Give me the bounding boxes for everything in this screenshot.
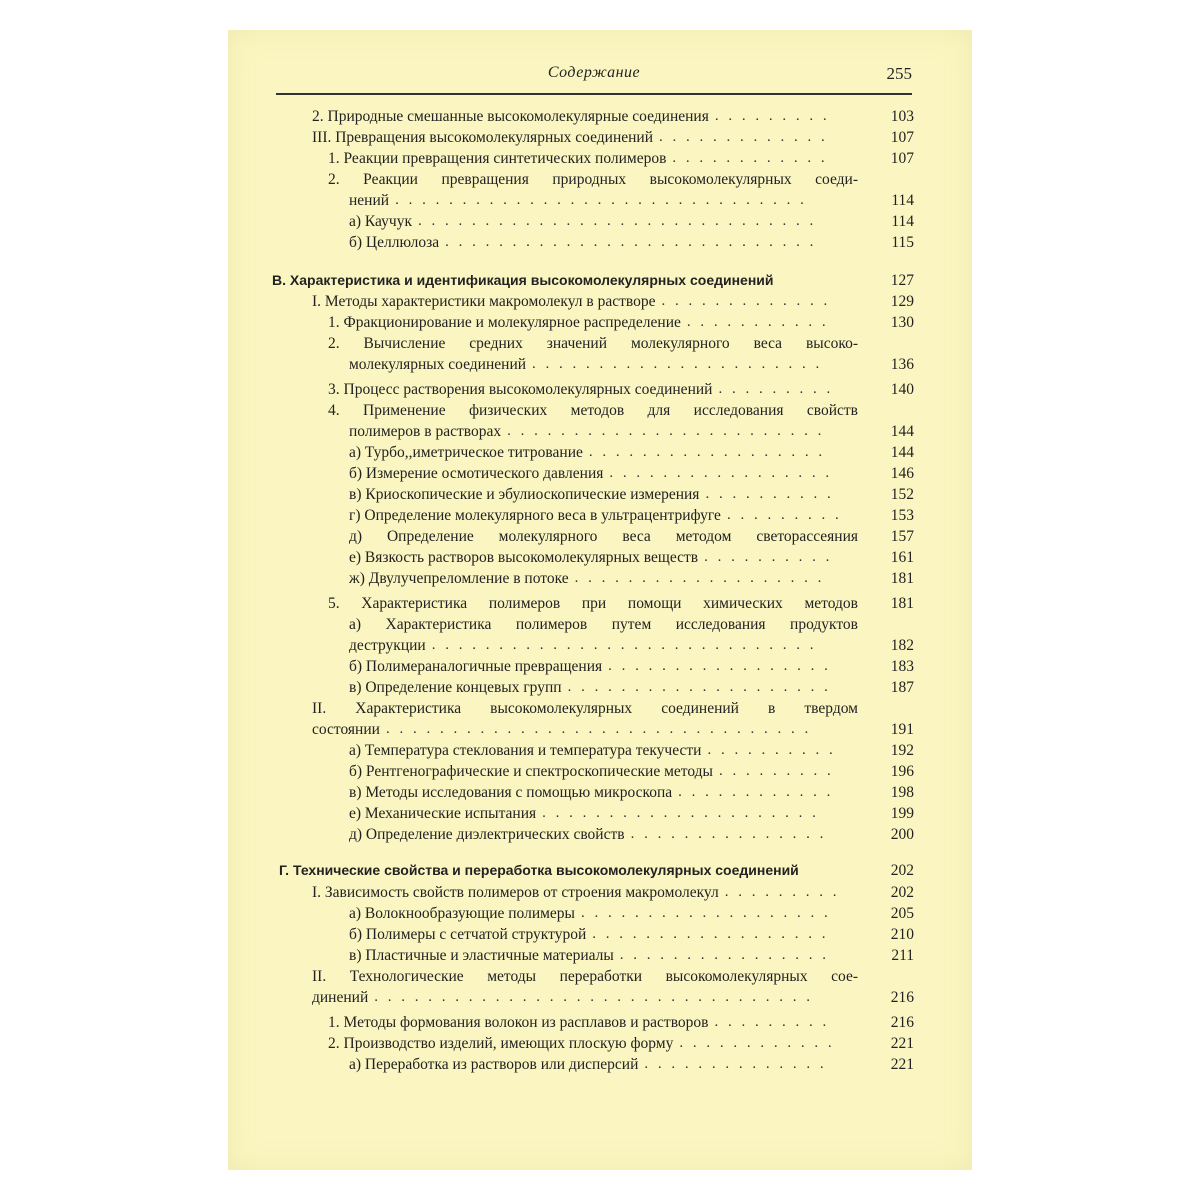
toc-section-heading: [279, 860, 914, 881]
toc-entry: [349, 677, 914, 698]
toc-page-number: 202: [890, 884, 914, 901]
toc-entry: [328, 333, 914, 354]
toc-entry: [349, 354, 914, 375]
toc-entry: [312, 987, 914, 1008]
dot-leader: . . . . . . . . . . . . . . . . . . .: [580, 905, 828, 921]
toc-entry: [328, 169, 914, 190]
toc-entry: [328, 312, 914, 333]
toc-entry-title: в) Методы исследования с помощью микроскопа: [349, 784, 673, 801]
dot-leader: . . . . . . . . . . .: [686, 314, 826, 330]
toc-page-number: 146: [890, 465, 914, 482]
toc-page-number: 198: [890, 784, 914, 801]
toc-entry-title: Г. Технические свойства и переработка высокомолекулярных соединений: [279, 862, 799, 878]
dot-leader: . . . . . . . . . .: [707, 742, 833, 758]
header-title: Содержание: [547, 64, 641, 81]
toc-entry: [349, 945, 914, 966]
toc-entry: [349, 421, 914, 442]
toc-entry-title: I. Методы характеристики макромолекул в растворе: [312, 293, 656, 310]
toc-entry: [349, 547, 914, 568]
toc-page-number: 205: [890, 905, 914, 922]
toc-entry-title: деструкции: [349, 637, 426, 654]
dot-leader: . . . . . . . . . . . . . . . . . . . . .: [542, 805, 816, 821]
toc-entry-title: в) Определение концевых групп: [349, 679, 562, 696]
dot-leader: . . . . . . . . . . . . . . . . . .: [588, 444, 823, 460]
toc-entry: [312, 882, 914, 903]
toc-page-number: 114: [891, 192, 914, 209]
toc-entry: [349, 782, 914, 803]
toc-entry: [349, 211, 914, 232]
dot-leader: . . . . . . . . . . . . . . . .: [619, 947, 827, 963]
toc-entry: [349, 635, 914, 656]
dot-leader: . . . . . . . . .: [724, 884, 837, 900]
toc-entry-title: в) Криоскопические и эбулиоскопические измерения: [349, 486, 700, 503]
toc-entry-title: а) Температура стеклования и температура текучести: [349, 742, 702, 759]
toc-entry-title: ж) Двулучепреломление в потоке: [349, 570, 569, 587]
toc-entry: [312, 127, 914, 148]
toc-section-heading: [272, 270, 914, 291]
toc-page-number: 129: [890, 293, 914, 310]
toc-page-number: 107: [890, 129, 914, 146]
toc-page-number: 127: [890, 272, 914, 289]
dot-leader: . . . . . . . . . . . . . . . . . . . . . . . .: [507, 423, 822, 439]
toc-entry-title: 1. Фракционирование и молекулярное распределение: [328, 314, 681, 331]
toc-entry-title: II. Характеристика высокомолекулярных соединений в твердом: [312, 700, 858, 717]
toc-entry: [349, 761, 914, 782]
toc-page-number: 221: [890, 1035, 914, 1052]
toc-entry-title: 2. Производство изделий, имеющих плоскую форму: [328, 1035, 674, 1052]
dot-leader: . . . . . . . . . . . . . . . . .: [609, 465, 830, 481]
toc-page-number: 152: [890, 486, 914, 503]
dot-leader: . . . . . . . . . . . . . . . . . . . . . . . . . . . .: [445, 234, 814, 250]
dot-leader: . . . . . . . . .: [714, 108, 827, 124]
dot-leader: . . . . . . . . . . . . . . . . . . . . . . . . . . . . .: [431, 637, 814, 653]
dot-leader: . . . . . . . . . . . . . . . . . . . .: [567, 679, 828, 695]
dot-leader: . . . . . . . . . . . .: [672, 150, 825, 166]
toc-entry-title: состоянии: [312, 721, 380, 738]
toc-page-number: 107: [890, 150, 914, 167]
toc-page-number: 157: [890, 528, 914, 545]
dot-leader: . . . . . . . . . .: [704, 549, 830, 565]
dot-leader: . . . . . . . . . . . .: [679, 1035, 832, 1051]
toc-page-number: 221: [890, 1056, 914, 1073]
toc-entry-title: г) Определение молекулярного веса в ультрацентрифуге: [349, 507, 721, 524]
toc-entry: [328, 379, 914, 400]
toc-entry: [349, 505, 914, 526]
toc-entry: [349, 442, 914, 463]
dot-leader: . . . . . . . . .: [714, 1014, 827, 1030]
toc-entry-title: б) Рентгенографические и спектроскопические методы: [349, 763, 713, 780]
toc-page-number: 114: [891, 213, 914, 230]
toc-entry: [349, 232, 914, 253]
toc-page-number: 103: [890, 108, 914, 125]
toc-entry: [328, 148, 914, 169]
dot-leader: . . . . . . . . . . . . . . . . .: [608, 658, 828, 674]
toc-entry-title: 1. Методы формования волокон из расплавов и растворов: [328, 1014, 709, 1031]
dot-leader: . . . . . . . . . .: [705, 486, 831, 502]
toc-entry-title: II. Технологические методы переработки высокомолекулярных сое-: [312, 968, 858, 985]
toc-entry: [312, 698, 914, 719]
toc-entry-title: а) Характеристика полимеров путем исследования продуктов: [349, 616, 858, 633]
toc-page-number: 187: [890, 679, 914, 696]
dot-leader: . . . . . . . . . . . . . . .: [630, 826, 824, 842]
toc-entry-title: 5. Характеристика полимеров при помощи химических методов: [328, 595, 858, 612]
toc-entry-title: е) Вязкость растворов высокомолекулярных веществ: [349, 549, 699, 566]
dot-leader: . . . . . . . . . . . . . . . . . . . . . .: [532, 356, 820, 372]
toc-entry-title: динений: [312, 989, 369, 1006]
toc-page-number: 144: [890, 423, 914, 440]
dot-leader: . . . . . . . . . . . . . .: [644, 1056, 824, 1072]
toc-entry: [349, 656, 914, 677]
toc-page-number: 144: [890, 444, 914, 461]
toc-entry-title: 3. Процесс растворения высокомолекулярных соединений: [328, 381, 713, 398]
toc-page-number: 216: [890, 989, 914, 1006]
toc-entry: [349, 463, 914, 484]
toc-entry-title: 4. Применение физических методов для исследования свойств: [328, 402, 858, 419]
toc-entry-title: В. Характеристика и идентификация высокомолекулярных соединений: [272, 272, 774, 288]
dot-leader: . . . . . . . . . . . .: [678, 784, 831, 800]
toc-entry: [349, 526, 914, 547]
toc-page-number: 136: [890, 356, 914, 373]
toc-entry: [349, 803, 914, 824]
toc-entry: [349, 614, 914, 635]
dot-leader: . . . . . . . . . . . . . . . . . . . . . . . . . . . . . . . .: [385, 721, 809, 737]
toc-entry: [349, 824, 914, 845]
toc-entry-title: 2. Вычисление средних значений молекулярного веса высоко-: [328, 335, 858, 352]
toc-page-number: 202: [890, 862, 914, 879]
toc-page-number: 181: [890, 595, 914, 612]
toc-entry-title: б) Измерение осмотического давления: [349, 465, 604, 482]
toc-entry: [312, 719, 914, 740]
toc-page-number: 199: [890, 805, 914, 822]
dot-leader: . . . . . . . . . . . . . . . . . .: [592, 926, 826, 942]
toc-entry: [349, 903, 914, 924]
toc-page-number: 210: [890, 926, 914, 943]
toc-entry-title: а) Волокнообразующие полимеры: [349, 905, 575, 922]
toc-entry-title: б) Полимеры с сетчатой структурой: [349, 926, 587, 943]
toc-entry-title: полимеров в растворах: [349, 423, 502, 440]
toc-page-number: 196: [890, 763, 914, 780]
dot-leader: . . . . . . . . .: [726, 507, 839, 523]
toc-entry-title: I. Зависимость свойств полимеров от строения макромолекул: [312, 884, 719, 901]
toc-entry-title: д) Определение диэлектрических свойств: [349, 826, 625, 843]
dot-leader: . . . . . . . . . . . . . . . . . . . . . . . . . . . . . . . . .: [374, 989, 810, 1005]
toc-entry: [328, 1033, 914, 1054]
header-page-number: 255: [886, 64, 912, 83]
toc-page-number: 216: [890, 1014, 914, 1031]
toc-entry: [349, 484, 914, 505]
dot-leader: . . . . . . . . .: [718, 763, 831, 779]
dot-leader: . . . . . . . . . . . . . . . . . . .: [574, 570, 822, 586]
dot-leader: . . . . . . . . . . . . .: [661, 293, 828, 309]
toc-entry-title: нений: [349, 192, 390, 209]
toc-entry: [312, 291, 914, 312]
toc-entry-title: 2. Природные смешанные высокомолекулярные соединения: [312, 108, 709, 125]
toc-page-number: 161: [890, 549, 914, 566]
toc-page-number: 211: [891, 947, 914, 964]
dot-leader: . . . . . . . . .: [718, 381, 831, 397]
toc-entry: [349, 924, 914, 945]
toc-entry: [349, 568, 914, 589]
toc-page-number: 140: [890, 381, 914, 398]
toc-entry-title: а) Турбо,,иметрическое титрование: [349, 444, 583, 461]
toc-entry: [312, 106, 914, 127]
toc-entry: [328, 593, 914, 614]
dot-leader: . . . . . . . . . . . . .: [659, 129, 825, 145]
toc-entry-title: е) Механические испытания: [349, 805, 537, 822]
toc-entry: [349, 190, 914, 211]
toc-page-number: 153: [890, 507, 914, 524]
toc-entry: [349, 1054, 914, 1075]
dot-leader: . . . . . . . . . . . . . . . . . . . . . . . . . . . . . .: [417, 213, 814, 229]
toc-entry-title: а) Каучук: [349, 213, 412, 230]
dot-leader: . . . . . . . . . . . . . . . . . . . . . . . . . . . . . . .: [395, 192, 804, 208]
toc-entry-title: б) Целлюлоза: [349, 234, 440, 251]
toc-entry: [349, 740, 914, 761]
toc-page-number: 191: [890, 721, 914, 738]
toc-entry: [312, 966, 914, 987]
toc-page-number: 182: [890, 637, 914, 654]
toc-entry-title: а) Переработка из растворов или дисперсий: [349, 1056, 639, 1073]
toc-entry-title: б) Полимераналогичные превращения: [349, 658, 603, 675]
toc-entry-title: III. Превращения высокомолекулярных соединений: [312, 129, 654, 146]
toc-entry-title: д) Определение молекулярного веса методом светорассеяния: [349, 528, 858, 545]
toc-page-number: 130: [890, 314, 914, 331]
toc-page-number: 200: [890, 826, 914, 843]
toc-page-number: 115: [891, 234, 914, 251]
toc-entry-title: в) Пластичные и эластичные материалы: [349, 947, 614, 964]
toc-entry-title: 2. Реакции превращения природных высокомолекулярных соеди-: [328, 171, 858, 188]
toc-entry: [328, 400, 914, 421]
toc-entry-title: молекулярных соединений: [349, 356, 527, 373]
toc-page-number: 181: [890, 570, 914, 587]
toc-entry: [328, 1012, 914, 1033]
toc-page-number: 183: [890, 658, 914, 675]
toc-page-number: 192: [890, 742, 914, 759]
toc-entry-title: 1. Реакции превращения синтетических полимеров: [328, 150, 667, 167]
